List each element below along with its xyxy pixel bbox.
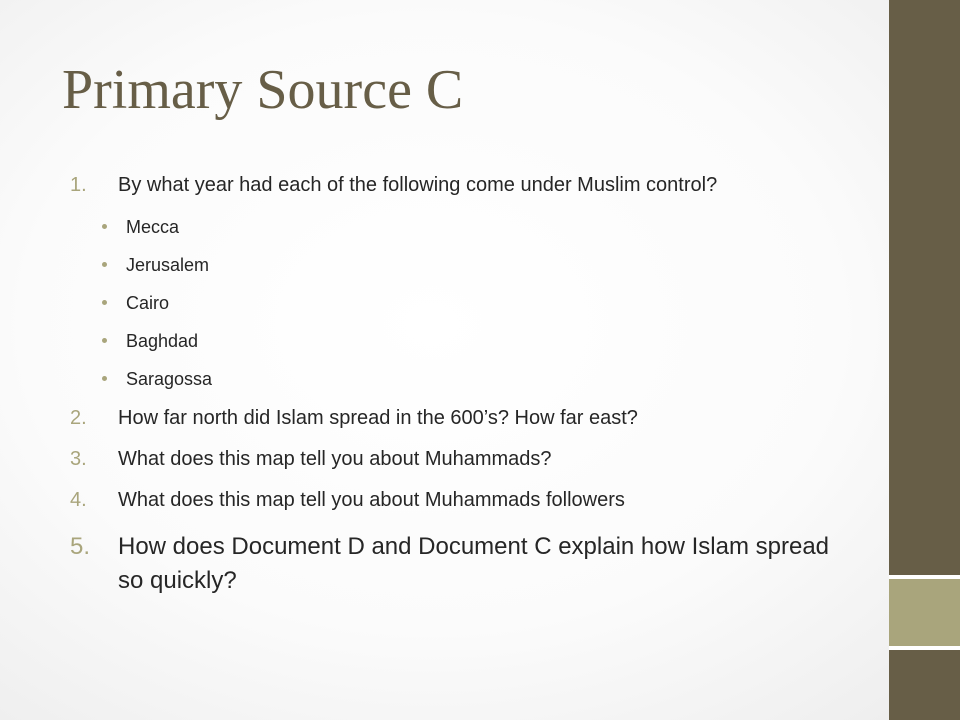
- decorative-band-bottom: [889, 650, 960, 720]
- question-number: 4.: [70, 489, 87, 511]
- decorative-band-top: [889, 0, 960, 575]
- question-text: What does this map tell you about Muhammads followers: [118, 489, 625, 511]
- bullet-icon: [102, 338, 107, 343]
- question-2: [70, 403, 850, 433]
- bullet-icon: [102, 300, 107, 305]
- decorative-band-middle: [889, 579, 960, 646]
- question-text: How far north did Islam spread in the 600’s? How far east?: [118, 407, 638, 429]
- bullet-icon: [102, 262, 107, 267]
- city-name: Mecca: [126, 217, 180, 237]
- city-name: Saragossa: [126, 369, 213, 389]
- question-text: What does this map tell you about Muhammads?: [118, 448, 552, 470]
- bullet-icon: [102, 376, 107, 381]
- city-name: Cairo: [126, 293, 170, 313]
- question-number: 1.: [70, 174, 87, 196]
- list-item: [70, 322, 850, 360]
- city-list: [70, 208, 850, 398]
- question-number: 2.: [70, 407, 87, 429]
- question-text: How does Document D and Document C explain how Islam spread so quickly?: [118, 533, 830, 594]
- question-number: 5.: [70, 533, 91, 560]
- question-text: By what year had each of the following come under Muslim control?: [118, 174, 718, 196]
- question-5: [70, 530, 850, 598]
- list-item: [70, 208, 850, 246]
- list-item: [70, 284, 850, 322]
- slide-title: Primary Source C: [62, 59, 464, 121]
- question-3: [70, 444, 850, 474]
- city-name: Jerusalem: [126, 255, 210, 275]
- question-4: [70, 485, 850, 515]
- question-list: [70, 170, 850, 609]
- bullet-icon: [102, 224, 107, 229]
- city-name: Baghdad: [126, 331, 199, 351]
- list-item: [70, 360, 850, 398]
- list-item: [70, 246, 850, 284]
- question-1: [70, 170, 850, 200]
- question-number: 3.: [70, 448, 87, 470]
